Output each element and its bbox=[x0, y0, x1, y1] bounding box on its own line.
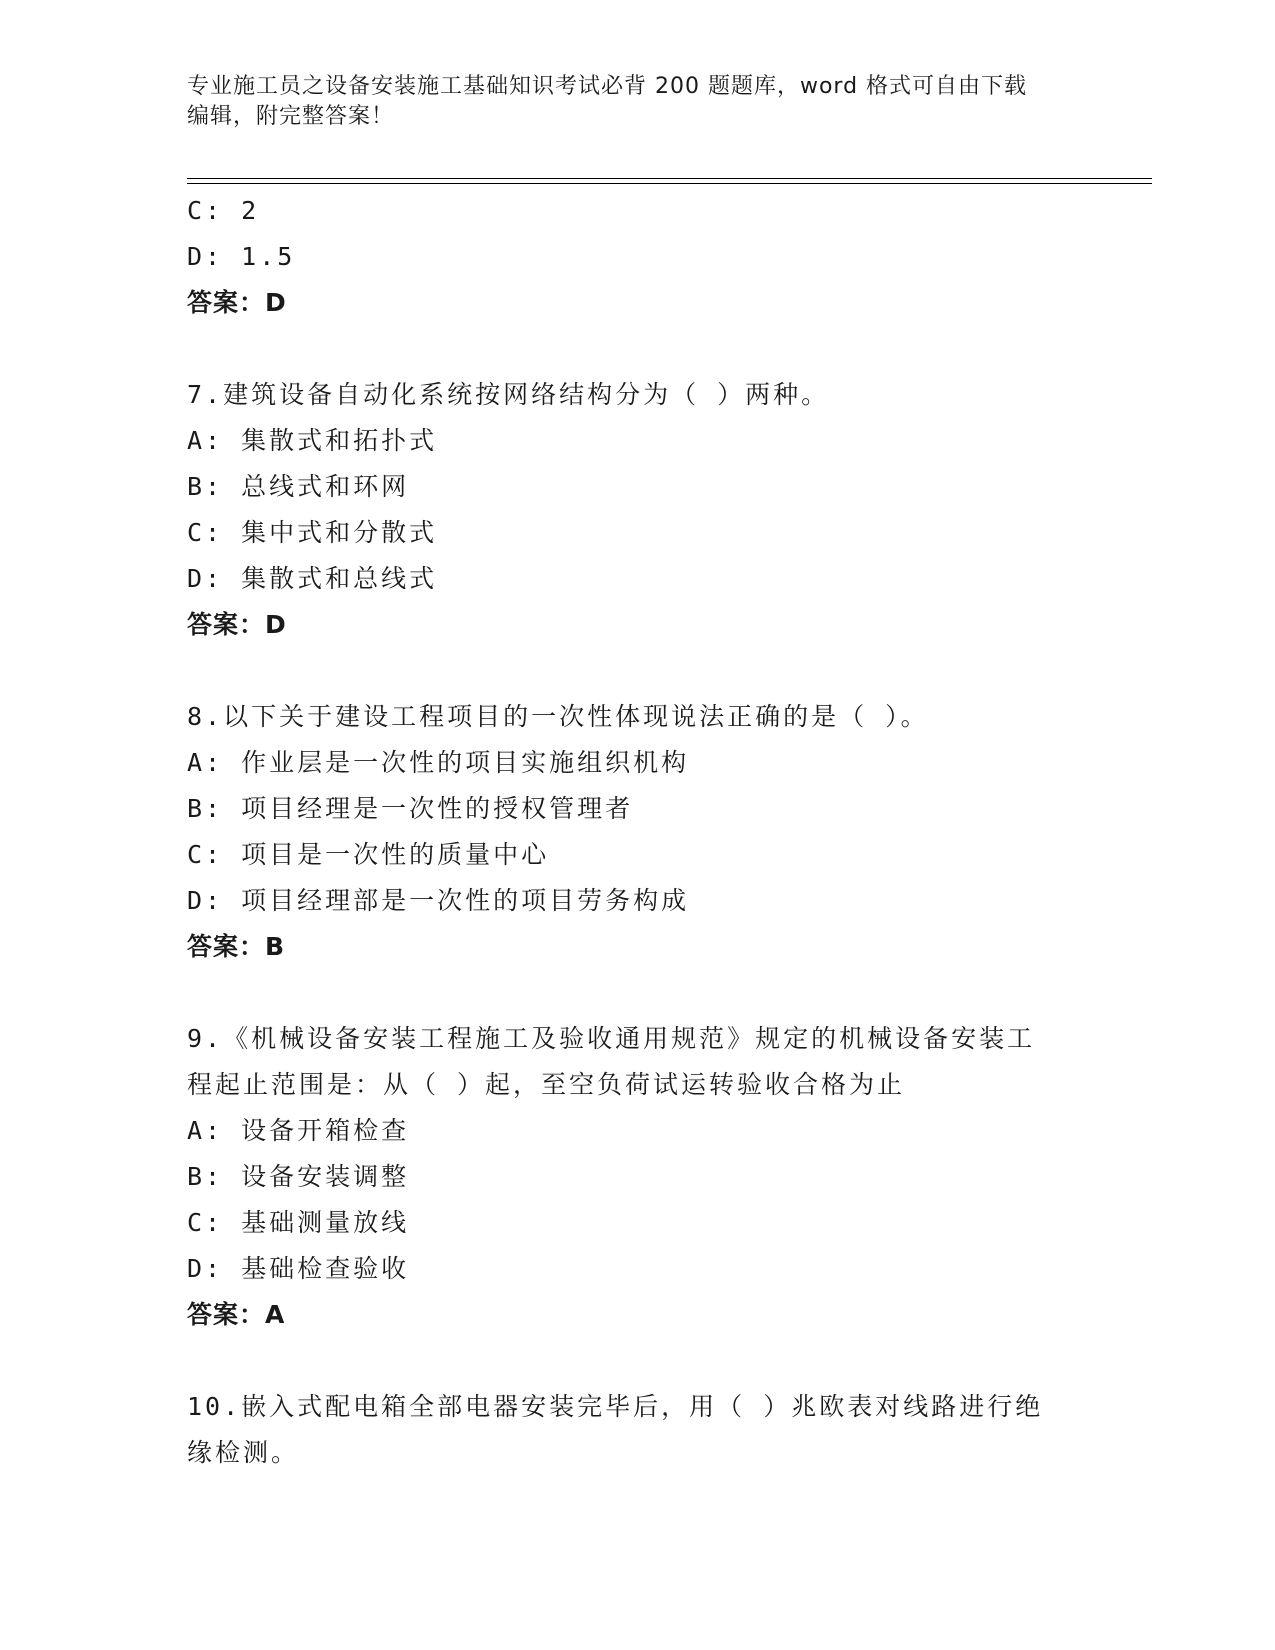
header-divider-top bbox=[187, 178, 1152, 179]
spacer bbox=[187, 970, 1087, 1016]
option-a: A: 集散式和拓扑式 bbox=[187, 426, 438, 455]
question-text: 7.建筑设备自动化系统按网络结构分为（ ）两种。 bbox=[187, 380, 830, 409]
option-d: D: 项目经理部是一次性的项目劳务构成 bbox=[187, 886, 690, 915]
option-c: C: 项目是一次性的质量中心 bbox=[187, 840, 550, 869]
header-line-2: 编辑，附完整答案！ bbox=[187, 104, 395, 129]
option-c: C: 基础测量放线 bbox=[187, 1208, 410, 1237]
question-text: 9.《机械设备安装工程施工及验收通用规范》规定的机械设备安装工 bbox=[187, 1024, 1036, 1053]
answer: 答案：D bbox=[187, 288, 287, 317]
question-text-continued: 缘检测。 bbox=[187, 1438, 300, 1467]
question-content bbox=[187, 188, 1087, 1476]
spacer bbox=[187, 648, 1087, 694]
question-10 bbox=[187, 1384, 1087, 1476]
option-c: C: 集中式和分散式 bbox=[187, 518, 438, 547]
question-text: 10.嵌入式配电箱全部电器安装完毕后，用（ ）兆欧表对线路进行绝 bbox=[187, 1392, 1044, 1421]
answer: 答案：D bbox=[187, 610, 287, 639]
option-b: B: 项目经理是一次性的授权管理者 bbox=[187, 794, 634, 823]
document-header bbox=[187, 72, 1087, 132]
question-9 bbox=[187, 1016, 1087, 1338]
option-d: D: 基础检查验收 bbox=[187, 1254, 410, 1283]
question-text-continued: 程起止范围是：从（ ）起，至空负荷试运转验收合格为止 bbox=[187, 1070, 906, 1099]
question-text: 8.以下关于建设工程项目的一次性体现说法正确的是（ ）。 bbox=[187, 702, 929, 731]
header-divider-bottom bbox=[187, 183, 1152, 184]
option-d: D: 1.5 bbox=[187, 242, 296, 271]
spacer bbox=[187, 1338, 1087, 1384]
answer: 答案：A bbox=[187, 1300, 286, 1329]
answer: 答案：B bbox=[187, 932, 286, 961]
header-line-1: 专业施工员之设备安装施工基础知识考试必背 200 题题库，word 格式可自由下载 bbox=[187, 74, 1028, 99]
option-b: B: 总线式和环网 bbox=[187, 472, 410, 501]
option-c: C: 2 bbox=[187, 196, 260, 225]
option-a: A: 作业层是一次性的项目实施组织机构 bbox=[187, 748, 690, 777]
option-a: A: 设备开箱检查 bbox=[187, 1116, 410, 1145]
spacer bbox=[187, 326, 1087, 372]
question-7 bbox=[187, 372, 1087, 648]
option-b: B: 设备安装调整 bbox=[187, 1162, 410, 1191]
option-d: D: 集散式和总线式 bbox=[187, 564, 438, 593]
question-8 bbox=[187, 694, 1087, 970]
